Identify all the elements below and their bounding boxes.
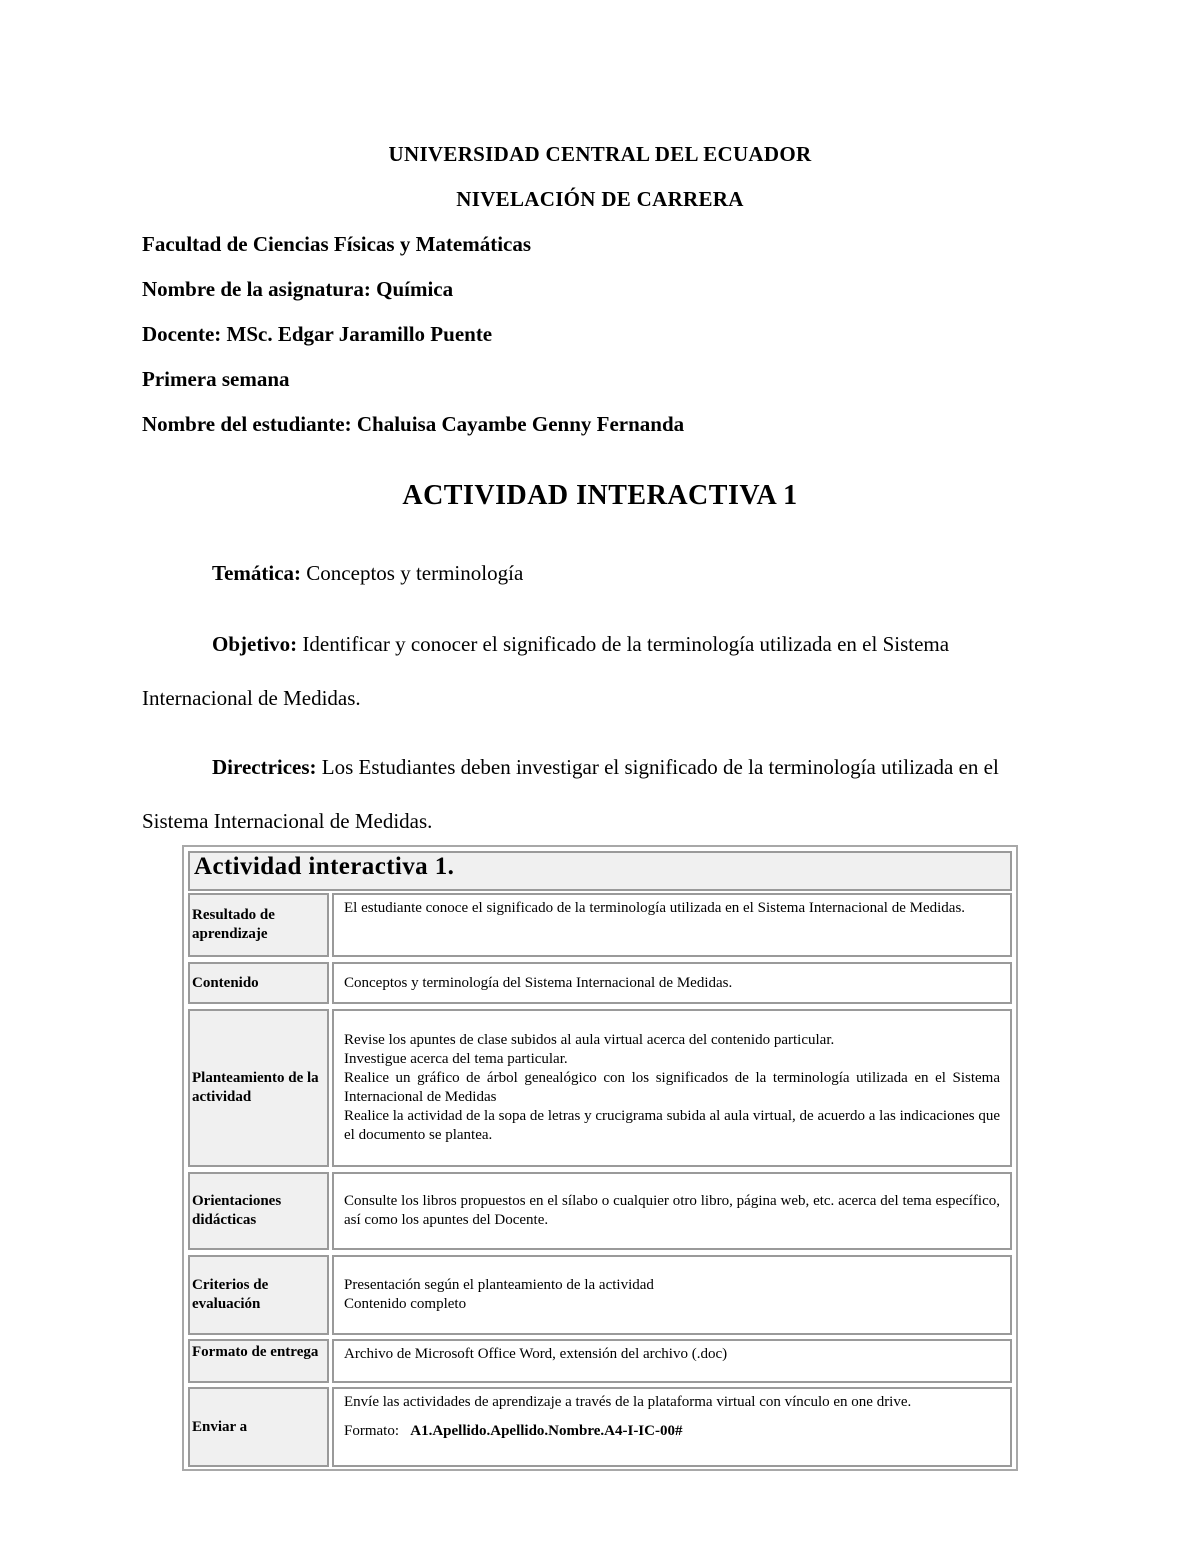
objetivo-label: Objetivo: [212, 632, 298, 656]
directrices-label: Directrices: [212, 755, 317, 779]
planteamiento-line: Realice un gráfico de árbol genealógico con los significados de la terminología utilizada en el Sistema Internacional de Medidas [344, 1070, 1000, 1105]
activity-title: ACTIVIDAD INTERACTIVA 1 [402, 480, 798, 511]
content-resultado: El estudiante conoce el significado de la terminología utilizada en el Sistema Internacional de Medidas. [332, 893, 1012, 957]
format-value: A1.Apellido.Apellido.Nombre.A4-I-IC-00# [410, 1423, 683, 1439]
content-enviar [332, 1387, 1012, 1467]
criterios-line: Presentación según el planteamiento de la actividad [344, 1277, 654, 1293]
faculty-line: Facultad de Ciencias Físicas y Matemáticas [142, 232, 532, 256]
directrices-text: Los Estudiantes deben investigar el significado de la terminología utilizada en el Sistema Internacional de Medidas. [142, 755, 999, 833]
label-orientaciones: Orientaciones didácticas [188, 1172, 329, 1250]
tematica-text: Conceptos y terminología [301, 561, 524, 585]
content-planteamiento [332, 1009, 1012, 1167]
tematica-paragraph [142, 546, 1062, 600]
label-formato: Formato de entrega [188, 1339, 329, 1383]
activity-table [182, 845, 1018, 1471]
table-title: Actividad interactiva 1. [188, 851, 1012, 891]
label-planteamiento: Planteamiento de la actividad [188, 1009, 329, 1167]
student-line: Nombre del estudiante: Chaluisa Cayambe Genny Fernanda [142, 412, 685, 436]
planteamiento-line: Investigue acerca del tema particular. [344, 1051, 568, 1067]
content-orientaciones: Consulte los libros propuestos en el sílabo o cualquier otro libro, página web, etc. acerca del tema específico, así como los apuntes del Docente. [332, 1172, 1012, 1250]
objetivo-text: Identificar y conocer el significado de la terminología utilizada en el Sistema Internacional de Medidas. [142, 632, 950, 710]
label-criterios: Criterios de evaluación [188, 1255, 329, 1335]
content-contenido: Conceptos y terminología del Sistema Internacional de Medidas. [332, 962, 1012, 1004]
week-line: Primera semana [142, 367, 290, 391]
planteamiento-line: Revise los apuntes de clase subidos al aula virtual acerca del contenido particular. [344, 1032, 835, 1048]
content-formato: Archivo de Microsoft Office Word, extensión del archivo (.doc) [332, 1339, 1012, 1383]
enviar-format [344, 1422, 1000, 1441]
format-label: Formato: [344, 1423, 399, 1439]
teacher-line: Docente: MSc. Edgar Jaramillo Puente [142, 322, 493, 346]
directrices-paragraph [142, 740, 1062, 848]
criterios-line: Contenido completo [344, 1296, 467, 1312]
label-contenido: Contenido [188, 962, 329, 1004]
enviar-text: Envíe las actividades de aprendizaje a través de la plataforma virtual con vínculo en one drive. [344, 1394, 912, 1410]
content-criterios [332, 1255, 1012, 1335]
label-resultado: Resultado de aprendizaje [188, 893, 329, 957]
planteamiento-line: Realice la actividad de la sopa de letras y crucigrama subida al aula virtual, de acuerdo a las indicaciones que el documento se plantea. [344, 1108, 1000, 1143]
label-enviar: Enviar a [188, 1387, 329, 1467]
university-title: UNIVERSIDAD CENTRAL DEL ECUADOR [388, 142, 812, 166]
tematica-label: Temática: [212, 561, 302, 585]
program-title: NIVELACIÓN DE CARRERA [456, 187, 744, 211]
subject-line: Nombre de la asignatura: Química [142, 277, 454, 301]
objetivo-paragraph [142, 617, 1062, 725]
